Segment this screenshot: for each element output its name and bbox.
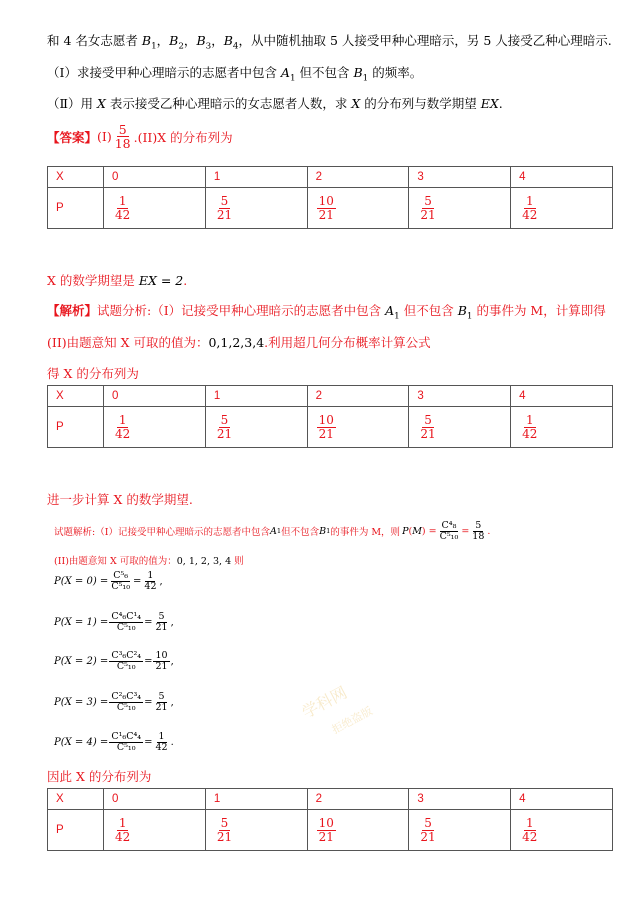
table-prob-cell: $\frac{5}{21}$ [409,810,511,851]
table-header-cell: 3 [409,386,511,407]
analysis-line-2: (II)由题意知 X 可取的值为：0,1,2,3,4.利用超几何分布概率计算公式 [47,335,431,350]
table-prob-cell: $\frac{1}{42}$ [511,810,613,851]
table-header-cell: 4 [511,167,613,188]
table-header-cell: 1 [205,386,307,407]
expectation-line: X 的数学期望是 EX = 2. [47,273,188,288]
table-header-cell: 3 [409,789,511,810]
analysis-line-4: 进一步计算 X 的数学期望. [47,492,193,507]
table-prob-cell: $\frac{1}{42}$ [511,407,613,448]
equation-p1: P(X = 1) = $\frac{\text{C⁴₆C¹₄}}{\text{C⁵₁₀}}$ = $\frac{5}{21}$ , [54,611,174,633]
analysis-line-3: 得 X 的分布列为 [47,366,139,381]
equation-p3: P(X = 3) = $\frac{\text{C²₆C³₄}}{\text{C⁵₁₀}}$ = $\frac{5}{21}$ , [54,691,174,713]
table-prob-cell: $\frac{5}{21}$ [409,407,511,448]
table-header-cell: X [48,789,104,810]
table-header-cell: 0 [104,167,206,188]
table-header-cell: 0 [104,386,206,407]
watermark-logo: 学科网 [298,682,351,723]
problem-line-1: 和 4 名女志愿者 $B_1$，$B_2$，$B_3$，$B_4$，从中随机抽取 5 人接受甲种心理暗示，另 5 人接受乙种心理暗示. [47,33,612,52]
table-prob-cell: $\frac{5}{21}$ [409,188,511,229]
table-header-cell: X [48,167,104,188]
watermark-slogan: 拒绝盗版 [329,704,375,737]
table-header-cell: 2 [307,386,409,407]
table-header-cell: 2 [307,789,409,810]
table-prob-cell: $\frac{5}{21}$ [205,188,307,229]
table-prob-cell: $\frac{10}{21}$ [307,810,409,851]
table-prob-cell: $\frac{1}{42}$ [104,188,206,229]
answer-fraction: $\frac{5}{18}$ [114,122,131,152]
equation-p2: P(X = 2) = $\frac{\text{C³₆C²₄}}{\text{C⁵₁₀}}$ = $\frac{10}{21}$ , [54,650,174,672]
table-prob-cell: $\frac{1}{42}$ [511,188,613,229]
table-header-cell: 4 [511,386,613,407]
table-header-cell: 1 [205,167,307,188]
table-header-cell: 2 [307,167,409,188]
problem-part-2: （Ⅱ）用 X 表示接受乙种心理暗示的女志愿者人数，求 X 的分布列与数学期望 EX. [47,96,503,111]
table-prob-cell: $\frac{5}{21}$ [205,407,307,448]
table-prob-cell: $\frac{10}{21}$ [307,188,409,229]
pm-fraction: $\frac{5}{18}$ [472,520,485,542]
solution-line-2: (II)由题意知 X 可取的值为：0, 1, 2, 3, 4 则 [54,556,244,567]
equation-p4: P(X = 4) = $\frac{\text{C¹₆C⁴₄}}{\text{C⁵₁₀}}$ = $\frac{1}{42}$ . [54,731,174,753]
solution-line-1: 试题解析:（Ⅰ）记接受甲种心理暗示的志愿者中包含 A 1 但不包含 B 1 的事件为 M，则 P ( M ) = $\frac{\text{C⁴₈}}{\text{C⁵₁₀}}$ = $\frac{5}{18}$ . [54,520,491,542]
equation-p0: P(X = 0) = $\frac{\text{C⁵₆}}{\text{C⁵₁₀}}$ = $\frac{1}{42}$ , [54,570,163,592]
table-row-label: P [48,188,104,229]
table-header-cell: 3 [409,167,511,188]
distribution-table-1 [47,166,613,229]
table-row-label: P [48,407,104,448]
distribution-table-2 [47,385,613,448]
distribution-table-3 [47,788,613,851]
table-prob-cell: $\frac{1}{42}$ [104,407,206,448]
table-row-label: P [48,810,104,851]
problem-part-1: （Ⅰ）求接受甲种心理暗示的志愿者中包含 $A_1$ 但不包含 $B_1$ 的频率。 [47,65,423,84]
table-header-cell: X [48,386,104,407]
table-prob-cell: $\frac{5}{21}$ [205,810,307,851]
table-header-cell: 4 [511,789,613,810]
table-prob-cell: $\frac{10}{21}$ [307,407,409,448]
solution-conclusion: 因此 X 的分布列为 [47,769,152,784]
table-prob-cell: $\frac{1}{42}$ [104,810,206,851]
table-header-cell: 1 [205,789,307,810]
answer-line: 【答案】 (Ⅰ) $\frac{5}{18}$ .(II)X 的分布列为 [47,122,233,152]
table-header-cell: 0 [104,789,206,810]
analysis-line-1: 【解析】试题分析:（Ⅰ）记接受甲种心理暗示的志愿者中包含 $A_1$ 但不包含 $B_1$ 的事件为 M，计算即得 [47,303,606,322]
